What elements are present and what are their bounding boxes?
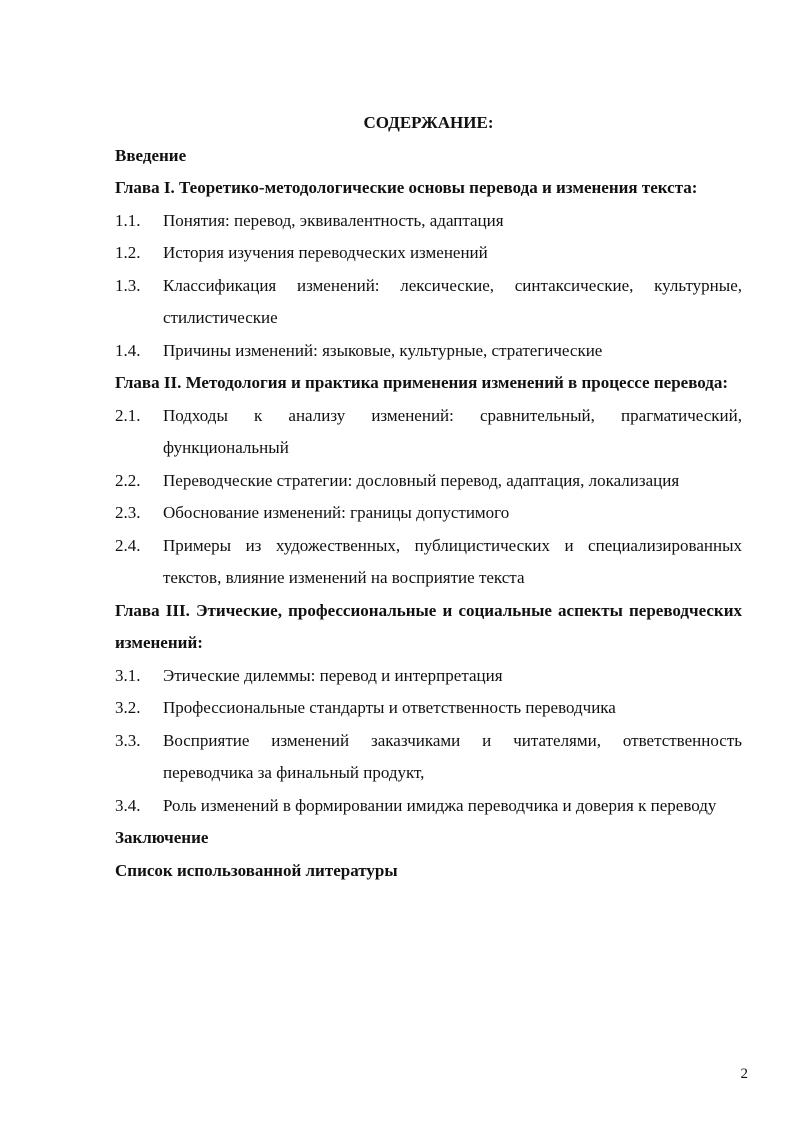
- toc-item: [115, 400, 742, 465]
- chapter-1-heading: Глава I. Теоретико-методологические основы перевода и изменения текста:: [115, 178, 698, 197]
- toc-item-number: 1.3.: [115, 275, 141, 295]
- toc-item-number: 2.2.: [115, 470, 141, 490]
- toc-item-text: Обоснование изменений: границы допустимого: [163, 503, 510, 522]
- toc-item: [115, 237, 742, 270]
- toc-item: [115, 465, 742, 498]
- toc-conclusion: Заключение: [115, 828, 209, 847]
- chapter-2-heading: Глава II. Методология и практика применения изменений в процессе перевода:: [115, 373, 729, 392]
- toc-item-text: Классификация изменений: лексические, синтаксические, культурные, стилистические: [163, 275, 742, 327]
- toc-item-number: 3.3.: [115, 730, 141, 750]
- toc-title: СОДЕРЖАНИЕ:: [363, 113, 494, 132]
- toc-item-number: 2.3.: [115, 503, 141, 522]
- toc-item-number: 3.1.: [115, 665, 141, 685]
- page-number: 2: [740, 1066, 748, 1082]
- toc-item-number: 2.1.: [115, 405, 141, 425]
- toc-item-text: История изучения переводческих изменений: [163, 243, 488, 262]
- toc-item: [115, 790, 742, 823]
- toc-item-number: 2.4.: [115, 535, 141, 555]
- toc-introduction: Введение: [115, 145, 187, 165]
- toc-item-number: 3.4.: [115, 795, 141, 815]
- toc-item: [115, 725, 742, 790]
- toc-item-text: Подходы к анализу изменений: сравнительный, прагматический, функциональный: [163, 405, 742, 457]
- toc-item: [115, 335, 742, 368]
- toc-item-text: Переводческие стратегии: дословный перевод, адаптация, локализация: [163, 470, 680, 490]
- chapter-3-heading: Глава III. Этические, профессиональные и социальные аспекты переводческих изменений:: [115, 600, 742, 652]
- toc-item: [115, 205, 742, 238]
- toc-item-text: Профессиональные стандарты и ответственность переводчика: [163, 698, 616, 717]
- table-of-contents: [115, 107, 742, 887]
- toc-item-text: Причины изменений: языковые, культурные, стратегические: [163, 340, 603, 360]
- toc-bibliography: Список использованной литературы: [115, 860, 398, 880]
- toc-item: [115, 270, 742, 335]
- toc-item-text: Понятия: перевод, эквивалентность, адаптация: [163, 210, 504, 230]
- toc-item-number: 1.1.: [115, 210, 141, 230]
- toc-item-text: Восприятие изменений заказчиками и читателями, ответственность переводчика за финальный продукт,: [163, 730, 742, 782]
- toc-item-number: 1.2.: [115, 243, 141, 262]
- toc-item: [115, 530, 742, 595]
- toc-item-number: 3.2.: [115, 698, 141, 717]
- toc-item-number: 1.4.: [115, 340, 141, 360]
- toc-item-text: Роль изменений в формировании имиджа переводчика и доверия к переводу: [163, 795, 717, 815]
- toc-item: [115, 497, 742, 530]
- toc-item: [115, 692, 742, 725]
- toc-item: [115, 660, 742, 693]
- toc-item-text: Этические дилеммы: перевод и интерпретация: [163, 665, 503, 685]
- toc-item-text: Примеры из художественных, публицистических и специализированных текстов, влияние изменений на восприятие текста: [163, 535, 742, 587]
